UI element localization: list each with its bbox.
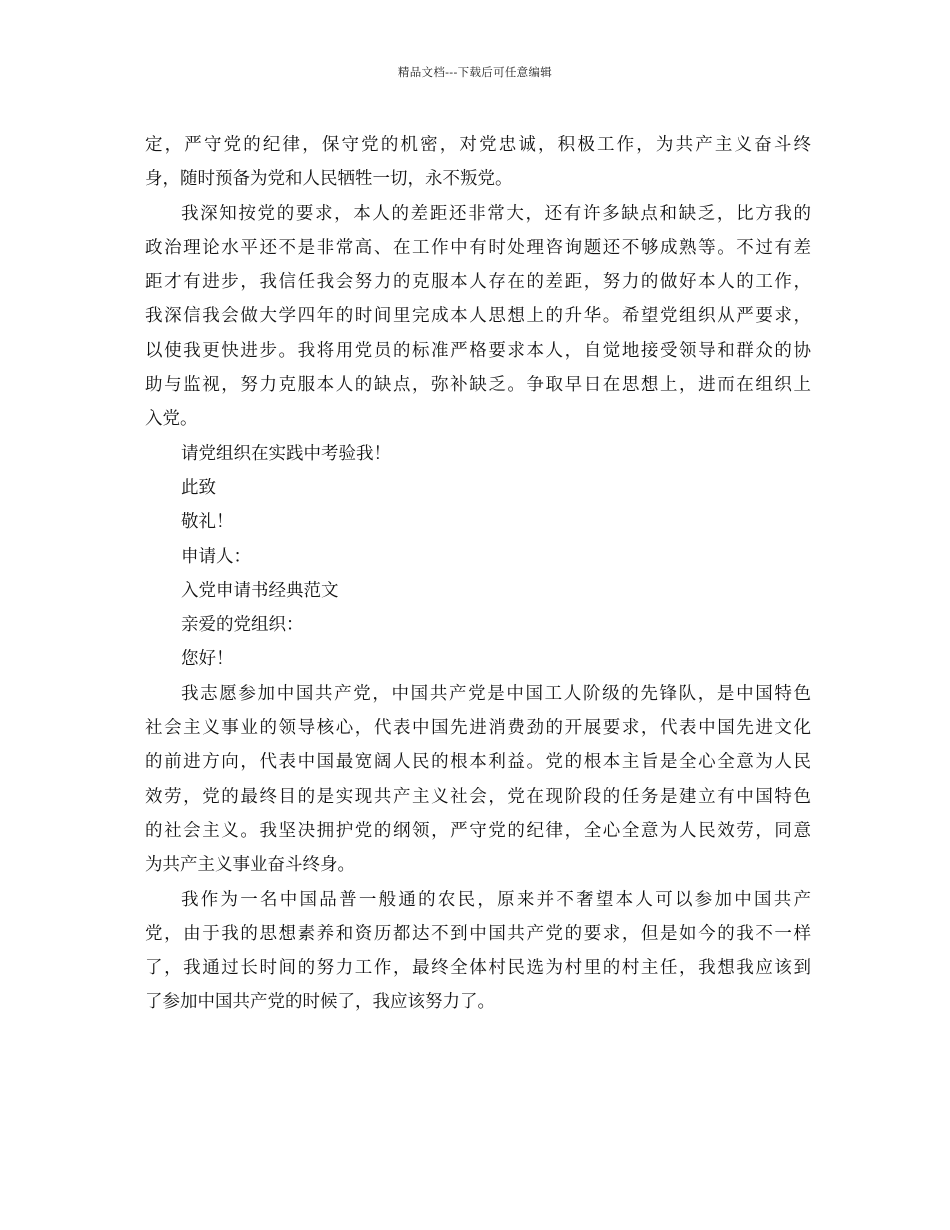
text-line: 距才有进步，我信任我会努力的克服本人存在的差距，努力的做好本人的工作， [145, 272, 811, 293]
text-line: 助与监视，努力克服本人的缺点，弥补缺乏。争取早日在思想上，进而在组织上 [145, 375, 811, 396]
text-line: 政治理论水平还不是非常高、在工作中有时处理咨询题还不够成熟等。不过有差 [145, 237, 811, 258]
text-line: 我作为一名中国品普一般通的农民，原来并不奢望本人可以参加中国共产 [181, 889, 811, 910]
text-line: 定，严守党的纪律，保守党的机密，对党忠诚，积极工作，为共产主义奋斗终 [145, 135, 811, 155]
text-line: 以使我更快进步。我将用党员的标准严格要求本人，自觉地接受领导和群众的协 [145, 340, 811, 361]
text-line: 效劳，党的最终目的是实现共产主义社会，党在现阶段的任务是建立有中国特色 [145, 786, 811, 807]
page-header: 精品文档---下载后可任意编辑 [397, 65, 553, 79]
text-line: 了，我通过长时间的努力工作，最终全体村民选为村里的村主任，我想我应该到 [145, 958, 811, 979]
text-line: 的社会主义。我坚决拥护党的纲领，严守党的纪律，全心全意为人民效劳，同意 [145, 820, 811, 841]
document-body [145, 128, 811, 1020]
text-line: 身，随时预备为党和人民牺牲一切，永不叛党。 [145, 169, 513, 190]
text-line: 入党。 [145, 409, 198, 430]
text-line: 您好！ [181, 649, 234, 670]
text-line: 党，由于我的思想素养和资历都达不到中国共产党的要求，但是如今的我不一样 [145, 923, 811, 944]
text-line: 我志愿参加中国共产党，中国共产党是中国工人阶级的先锋队，是中国特色 [181, 683, 811, 704]
text-line: 的前进方向，代表中国最宽阔人民的根本利益。党的根本主旨是全心全意为人民 [145, 752, 811, 773]
text-line: 请党组织在实践中考验我！ [181, 443, 391, 464]
text-line: 入党申请书经典范文 [181, 580, 339, 601]
text-line: 为共产主义事业奋斗终身。 [145, 855, 355, 876]
text-line: 我深信我会做大学四年的时间里完成本人思想上的升华。希望党组织从严要求， [145, 306, 811, 327]
text-line: 社会主义事业的领导核心，代表中国先进消费劲的开展要求，代表中国先进文化 [145, 718, 811, 739]
text-line: 此致 [181, 477, 216, 498]
text-line: 了参加中国共产党的时候了，我应该努力了。 [145, 992, 495, 1013]
text-line: 申请人： [181, 546, 251, 567]
text-line: 我深知按党的要求，本人的差距还非常大，还有许多缺点和缺乏，比方我的 [181, 203, 811, 224]
text-line: 亲爱的党组织： [181, 615, 304, 636]
text-line: 敬礼！ [181, 512, 234, 533]
